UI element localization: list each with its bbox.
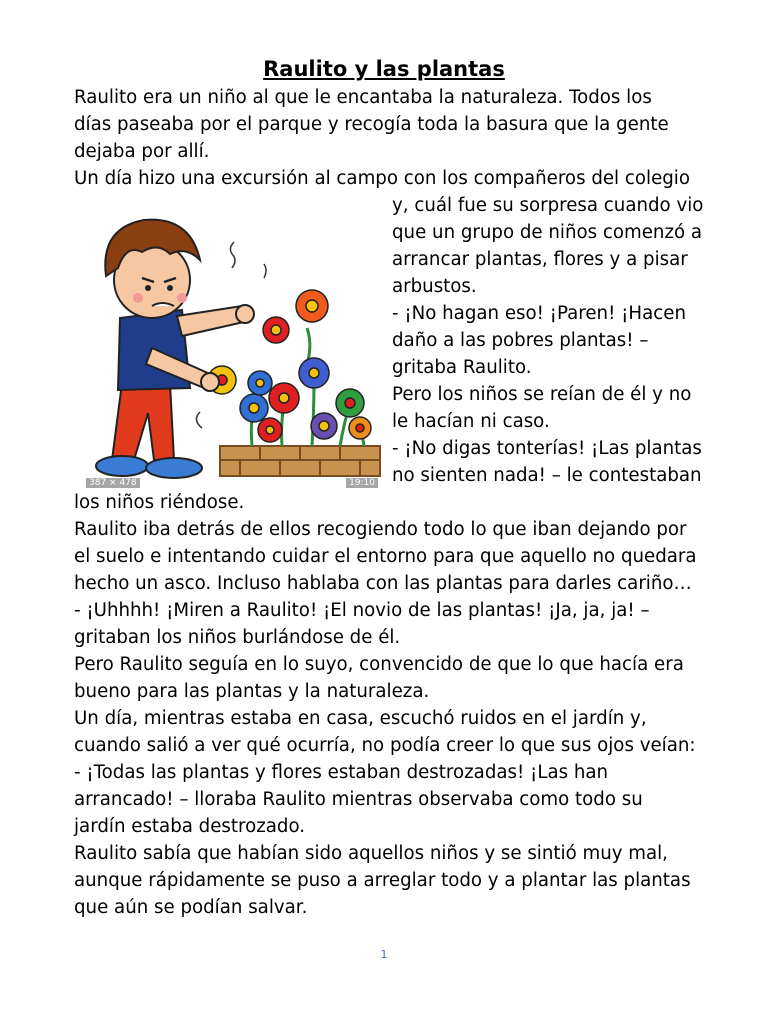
text-line: que un grupo de niños comenzó a xyxy=(392,222,703,243)
text-line: el suelo e intentando cuidar el entorno para que aquello no quedara xyxy=(74,546,697,567)
page-number: 1 xyxy=(380,948,388,961)
text-line: Raulito sabía que habían sido aquellos niños y se sintió muy mal, xyxy=(74,843,668,864)
text-line: Raulito era un niño al que le encantaba la naturaleza. Todos los xyxy=(74,87,652,108)
image-size-label: 387 × 478 xyxy=(86,478,140,488)
text-line: aunque rápidamente se puso a arreglar todo y a plantar las plantas xyxy=(74,870,691,891)
text-line: gritaban los niños burlándose de él. xyxy=(74,627,401,648)
text-line: que aún se podían salvar. xyxy=(74,897,308,918)
text-line: - ¡Uhhhh! ¡Miren a Raulito! ¡El novio de las plantas! ¡Ja, ja, ja! – xyxy=(74,600,650,621)
image-timestamp: 19:10 xyxy=(346,478,378,488)
text-line: arrancado! – lloraba Raulito mientras observaba como todo su xyxy=(74,789,643,810)
text-line: bueno para las plantas y la naturaleza. xyxy=(74,681,430,702)
text-line: y, cuál fue su sorpresa cuando vio xyxy=(392,195,704,216)
text-line: jardín estaba destrozado. xyxy=(74,816,306,837)
text-line: le hacían ni caso. xyxy=(392,411,550,432)
story-title: Raulito y las plantas xyxy=(263,57,505,81)
text-line: arrancar plantas, flores y a pisar xyxy=(392,249,688,270)
text-line: dejaba por allí. xyxy=(74,141,210,162)
text-line: Un día, mientras estaba en casa, escuchó ruidos en el jardín y, xyxy=(74,708,647,729)
text-line: - ¡No hagan eso! ¡Paren! ¡Hacen xyxy=(392,303,686,324)
text-line: gritaba Raulito. xyxy=(392,357,532,378)
text-line: Pero Raulito seguía en lo suyo, convencido de que lo que hacía era xyxy=(74,654,684,675)
text-line: no sienten nada! – le contestaban xyxy=(392,465,702,486)
text-line: días paseaba por el parque y recogía toda la basura que la gente xyxy=(74,114,669,135)
text-line: Raulito iba detrás de ellos recogiendo todo lo que iban dejando por xyxy=(74,519,687,540)
text-line: - ¡Todas las plantas y flores estaban destrozadas! ¡Las han xyxy=(74,762,609,783)
text-line: hecho un asco. Incluso hablaba con las plantas para darles cariño… xyxy=(74,573,692,594)
text-line: los niños riéndose. xyxy=(74,492,245,513)
text-line: arbustos. xyxy=(392,276,477,297)
text-line: daño a las pobres plantas! – xyxy=(392,330,649,351)
text-line: cuando salió a ver qué ocurría, no podía creer lo que sus ojos veían: xyxy=(74,735,696,756)
text-line: Pero los niños se reían de él y no xyxy=(392,384,692,405)
text-line: - ¡No digas tonterías! ¡Las plantas xyxy=(392,438,702,459)
illustration-svg xyxy=(82,198,382,490)
boy-with-flowers-illustration xyxy=(82,198,382,490)
text-line: Un día hizo una excursión al campo con los compañeros del colegio xyxy=(74,168,690,189)
